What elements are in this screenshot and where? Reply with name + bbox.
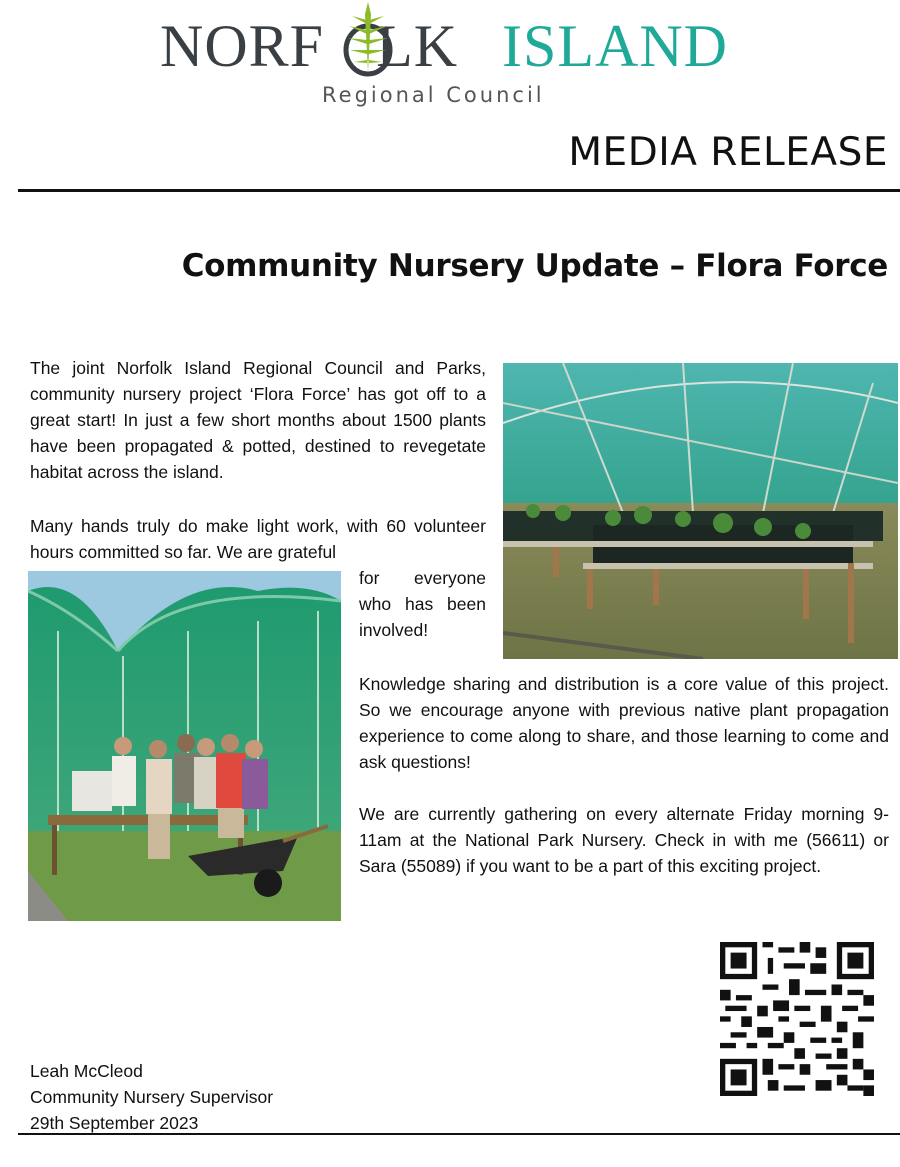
media-release-label: MEDIA RELEASE — [568, 130, 888, 175]
qr-code-icon — [720, 942, 874, 1096]
council-logo — [0, 0, 900, 115]
paragraph-schedule: We are currently gathering on every alternate Friday morning 9-11am at the National Park Nursery. Check in with me (56611) or Sara (55089) if you want to be a part of this exciting project. — [359, 804, 889, 876]
signatory-role: Community Nursery Supervisor — [30, 1087, 274, 1107]
paragraph-knowledge: Knowledge sharing and distribution is a core value of this project. So we encourage anyone with previous native plant propagation experience to come along to share, and those learning to come and ask questions! — [359, 674, 889, 772]
paragraph-volunteers-cont: for everyone who has been involved! — [359, 568, 486, 640]
norfolk-pine-icon — [340, 0, 396, 80]
logo-subtitle: Regional Council — [322, 83, 545, 107]
logo-wordmark-norfolk: NORF LK — [160, 13, 459, 79]
release-date: 29th September 2023 — [30, 1113, 199, 1133]
paragraph-intro: The joint Norfolk Island Regional Council and Parks, community nursery project ‘Flora Force’ has got off to a great start! In just a few short months about 1500 plants have been propagated & potted, destined to revegetate habitat across the island. — [30, 358, 486, 482]
signature-block — [30, 1058, 273, 1136]
logo-wordmark-island: ISLAND — [502, 13, 728, 79]
header-divider — [18, 189, 900, 192]
greenhouse-photo — [503, 363, 898, 659]
volunteers-photo — [28, 571, 341, 921]
paragraph-volunteers: Many hands truly do make light work, with 60 volunteer hours committed so far. We are grateful — [30, 516, 486, 562]
footer-divider — [18, 1133, 900, 1135]
article-headline: Community Nursery Update – Flora Force — [181, 248, 888, 284]
signatory-name: Leah McCleod — [30, 1061, 143, 1081]
